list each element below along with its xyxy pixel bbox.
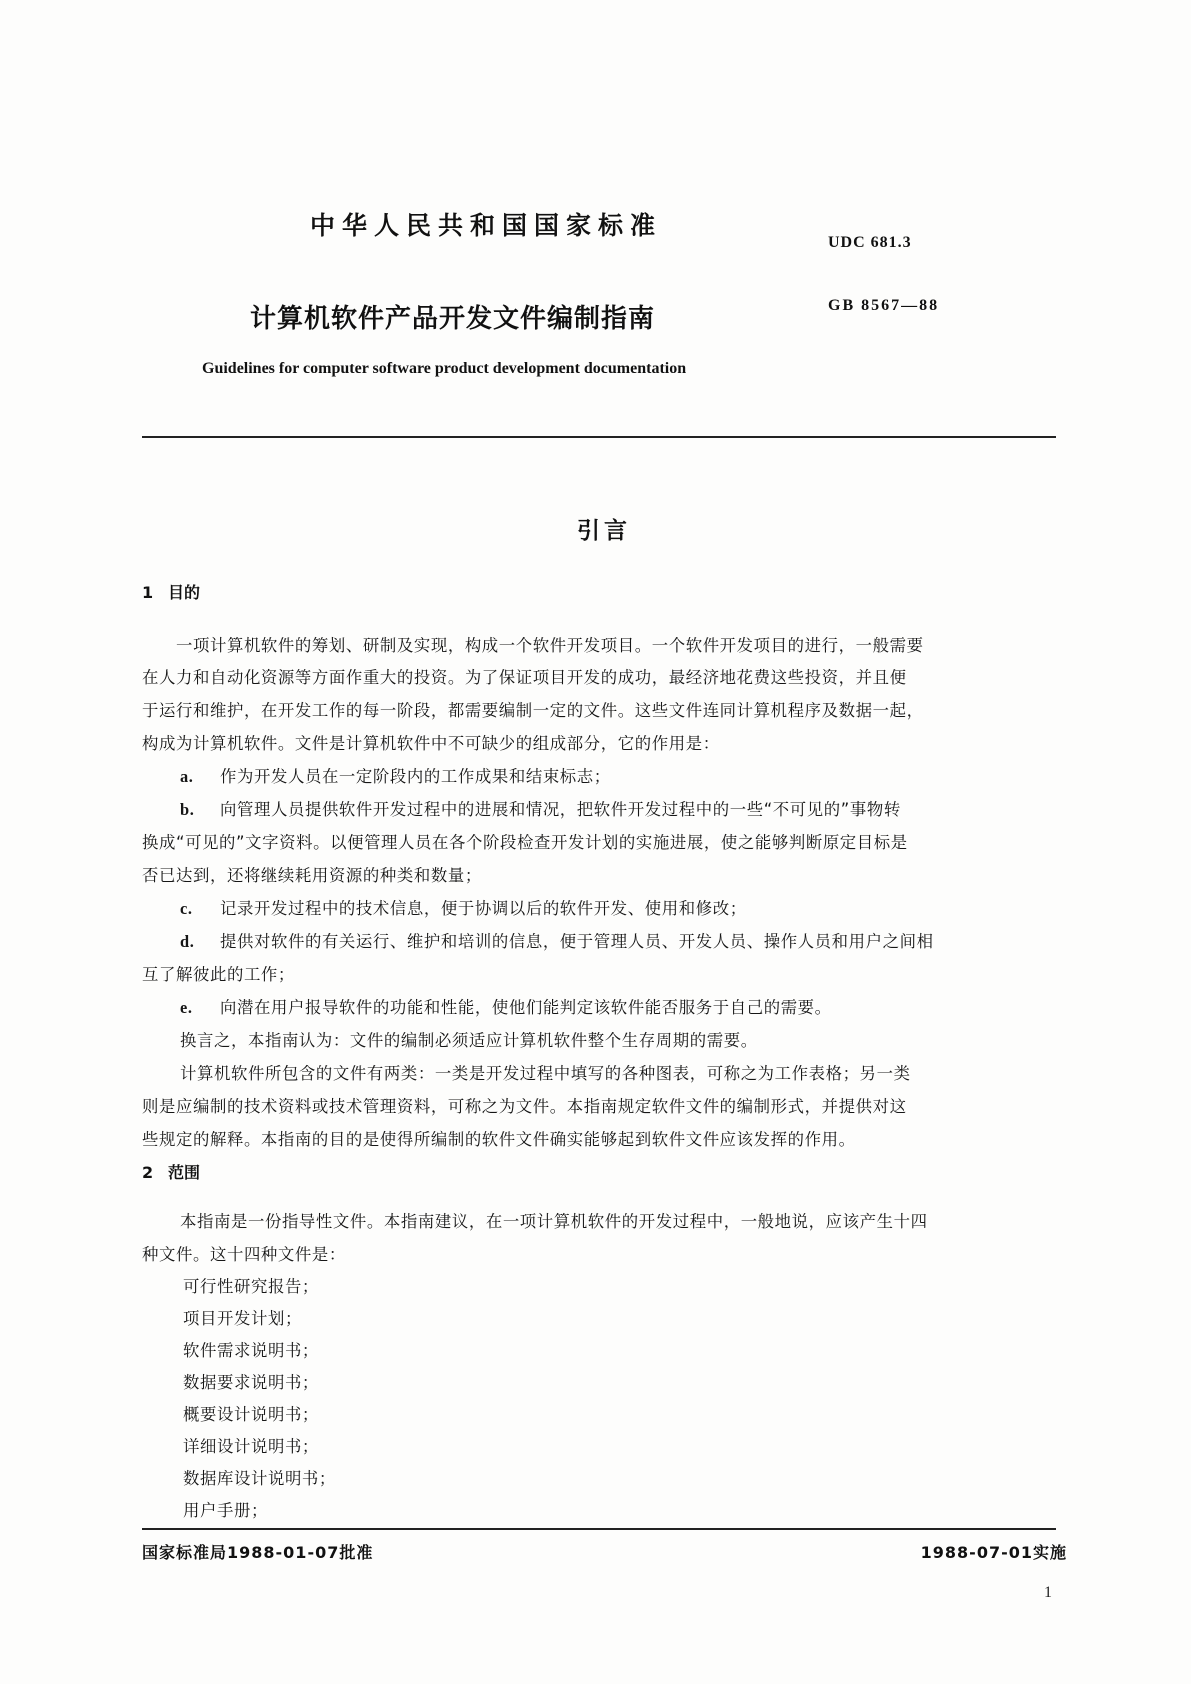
paragraph-line: 计算机软件所包含的文件有两类：一类是开发过程中填写的各种图表，可称之为工作表格；另一类 <box>180 1064 911 1083</box>
list-item-a: a. 作为开发人员在一定阶段内的工作成果和结束标志； <box>180 767 611 786</box>
document-list-item: 可行性研究报告； <box>183 1277 319 1296</box>
paragraph-line: 些规定的解释。本指南的目的是使得所编制的软件文件确实能够起到软件文件应该发挥的作用。 <box>142 1130 856 1149</box>
paragraph-line: 则是应编制的技术资料或技术管理资料，可称之为文件。本指南规定软件文件的编制形式，并提供对这 <box>142 1097 907 1116</box>
paragraph-line: 本指南是一份指导性文件。本指南建议，在一项计算机软件的开发过程中，一般地说，应该产生十四 <box>180 1212 928 1231</box>
page-number: 1 <box>1044 1584 1052 1601</box>
paragraph-line: 种文件。这十四种文件是： <box>142 1245 346 1264</box>
gb-code: GB 8567—88 <box>828 297 940 314</box>
footer-divider <box>142 1528 1056 1530</box>
document-list-item: 软件需求说明书； <box>183 1341 319 1360</box>
list-item-d: d. 提供对软件的有关运行、维护和培训的信息，便于管理人员、开发人员、操作人员和用户之间相 <box>180 932 934 951</box>
list-item-e: e. 向潜在用户报导软件的功能和性能，使他们能判定该软件能否服务于自己的需要。 <box>180 998 832 1017</box>
section-title: 目的 <box>168 583 201 602</box>
list-marker: c. <box>180 899 193 918</box>
paragraph-line: 构成为计算机软件。文件是计算机软件中不可缺少的组成部分，它的作用是： <box>142 734 720 753</box>
document-list-item: 用户手册； <box>183 1501 268 1520</box>
udc-code: UDC 681.3 <box>828 234 912 251</box>
document-list-item: 概要设计说明书； <box>183 1405 319 1424</box>
list-item-b-continued: 否已达到，还将继续耗用资源的种类和数量； <box>142 866 482 885</box>
list-item-d-continued: 互了解彼此的工作； <box>142 965 295 984</box>
paragraph-line: 于运行和维护，在开发工作的每一阶段，都需要编制一定的文件。这些文件连同计算机程序及数据一起， <box>142 701 924 720</box>
section-2-heading <box>142 1160 200 1183</box>
section-number: 1 <box>142 583 154 602</box>
paragraph-line: 一项计算机软件的筹划、研制及实现，构成一个软件开发项目。一个软件开发项目的进行，一般需要 <box>142 636 924 655</box>
list-item-b: b. 向管理人员提供软件开发过程中的进展和情况，把软件开发过程中的一些“不可见的”事物转 <box>180 800 901 819</box>
list-item-b-continued: 换成“可见的”文字资料。以便管理人员在各个阶段检查开发计划的实施进展，使之能够判断原定目标是 <box>142 833 908 852</box>
document-list-item: 项目开发计划； <box>183 1309 302 1328</box>
document-list-item: 数据要求说明书； <box>183 1373 319 1392</box>
paragraph-line: 在人力和自动化资源等方面作重大的投资。为了保证项目开发的成功，最经济地花费这些投资，并且便 <box>142 668 907 687</box>
document-list-item: 详细设计说明书； <box>183 1437 319 1456</box>
english-title: Guidelines for computer software product development documentation <box>202 360 687 377</box>
list-marker: e. <box>180 998 193 1017</box>
section-title: 范围 <box>168 1163 201 1182</box>
list-marker: b. <box>180 800 195 819</box>
intro-heading: 引言 <box>577 518 631 544</box>
paragraph-line: 换言之，本指南认为：文件的编制必须适应计算机软件整个生存周期的需要。 <box>180 1031 758 1050</box>
list-item-c: c. 记录开发过程中的技术信息，便于协调以后的软件开发、使用和修改； <box>180 899 747 918</box>
section-1-heading <box>142 580 200 603</box>
header-divider <box>142 436 1056 438</box>
document-title: 计算机软件产品开发文件编制指南 <box>250 304 656 334</box>
section-number: 2 <box>142 1163 154 1182</box>
standard-name: 中华人民共和国国家标准 <box>310 211 663 240</box>
implementation-date: 1988-07-01实施 <box>920 1543 1067 1562</box>
list-marker: a. <box>180 767 194 786</box>
list-marker: d. <box>180 932 195 951</box>
document-list-item: 数据库设计说明书； <box>183 1469 336 1488</box>
approval-date: 国家标准局1988-01-07批准 <box>142 1543 374 1562</box>
